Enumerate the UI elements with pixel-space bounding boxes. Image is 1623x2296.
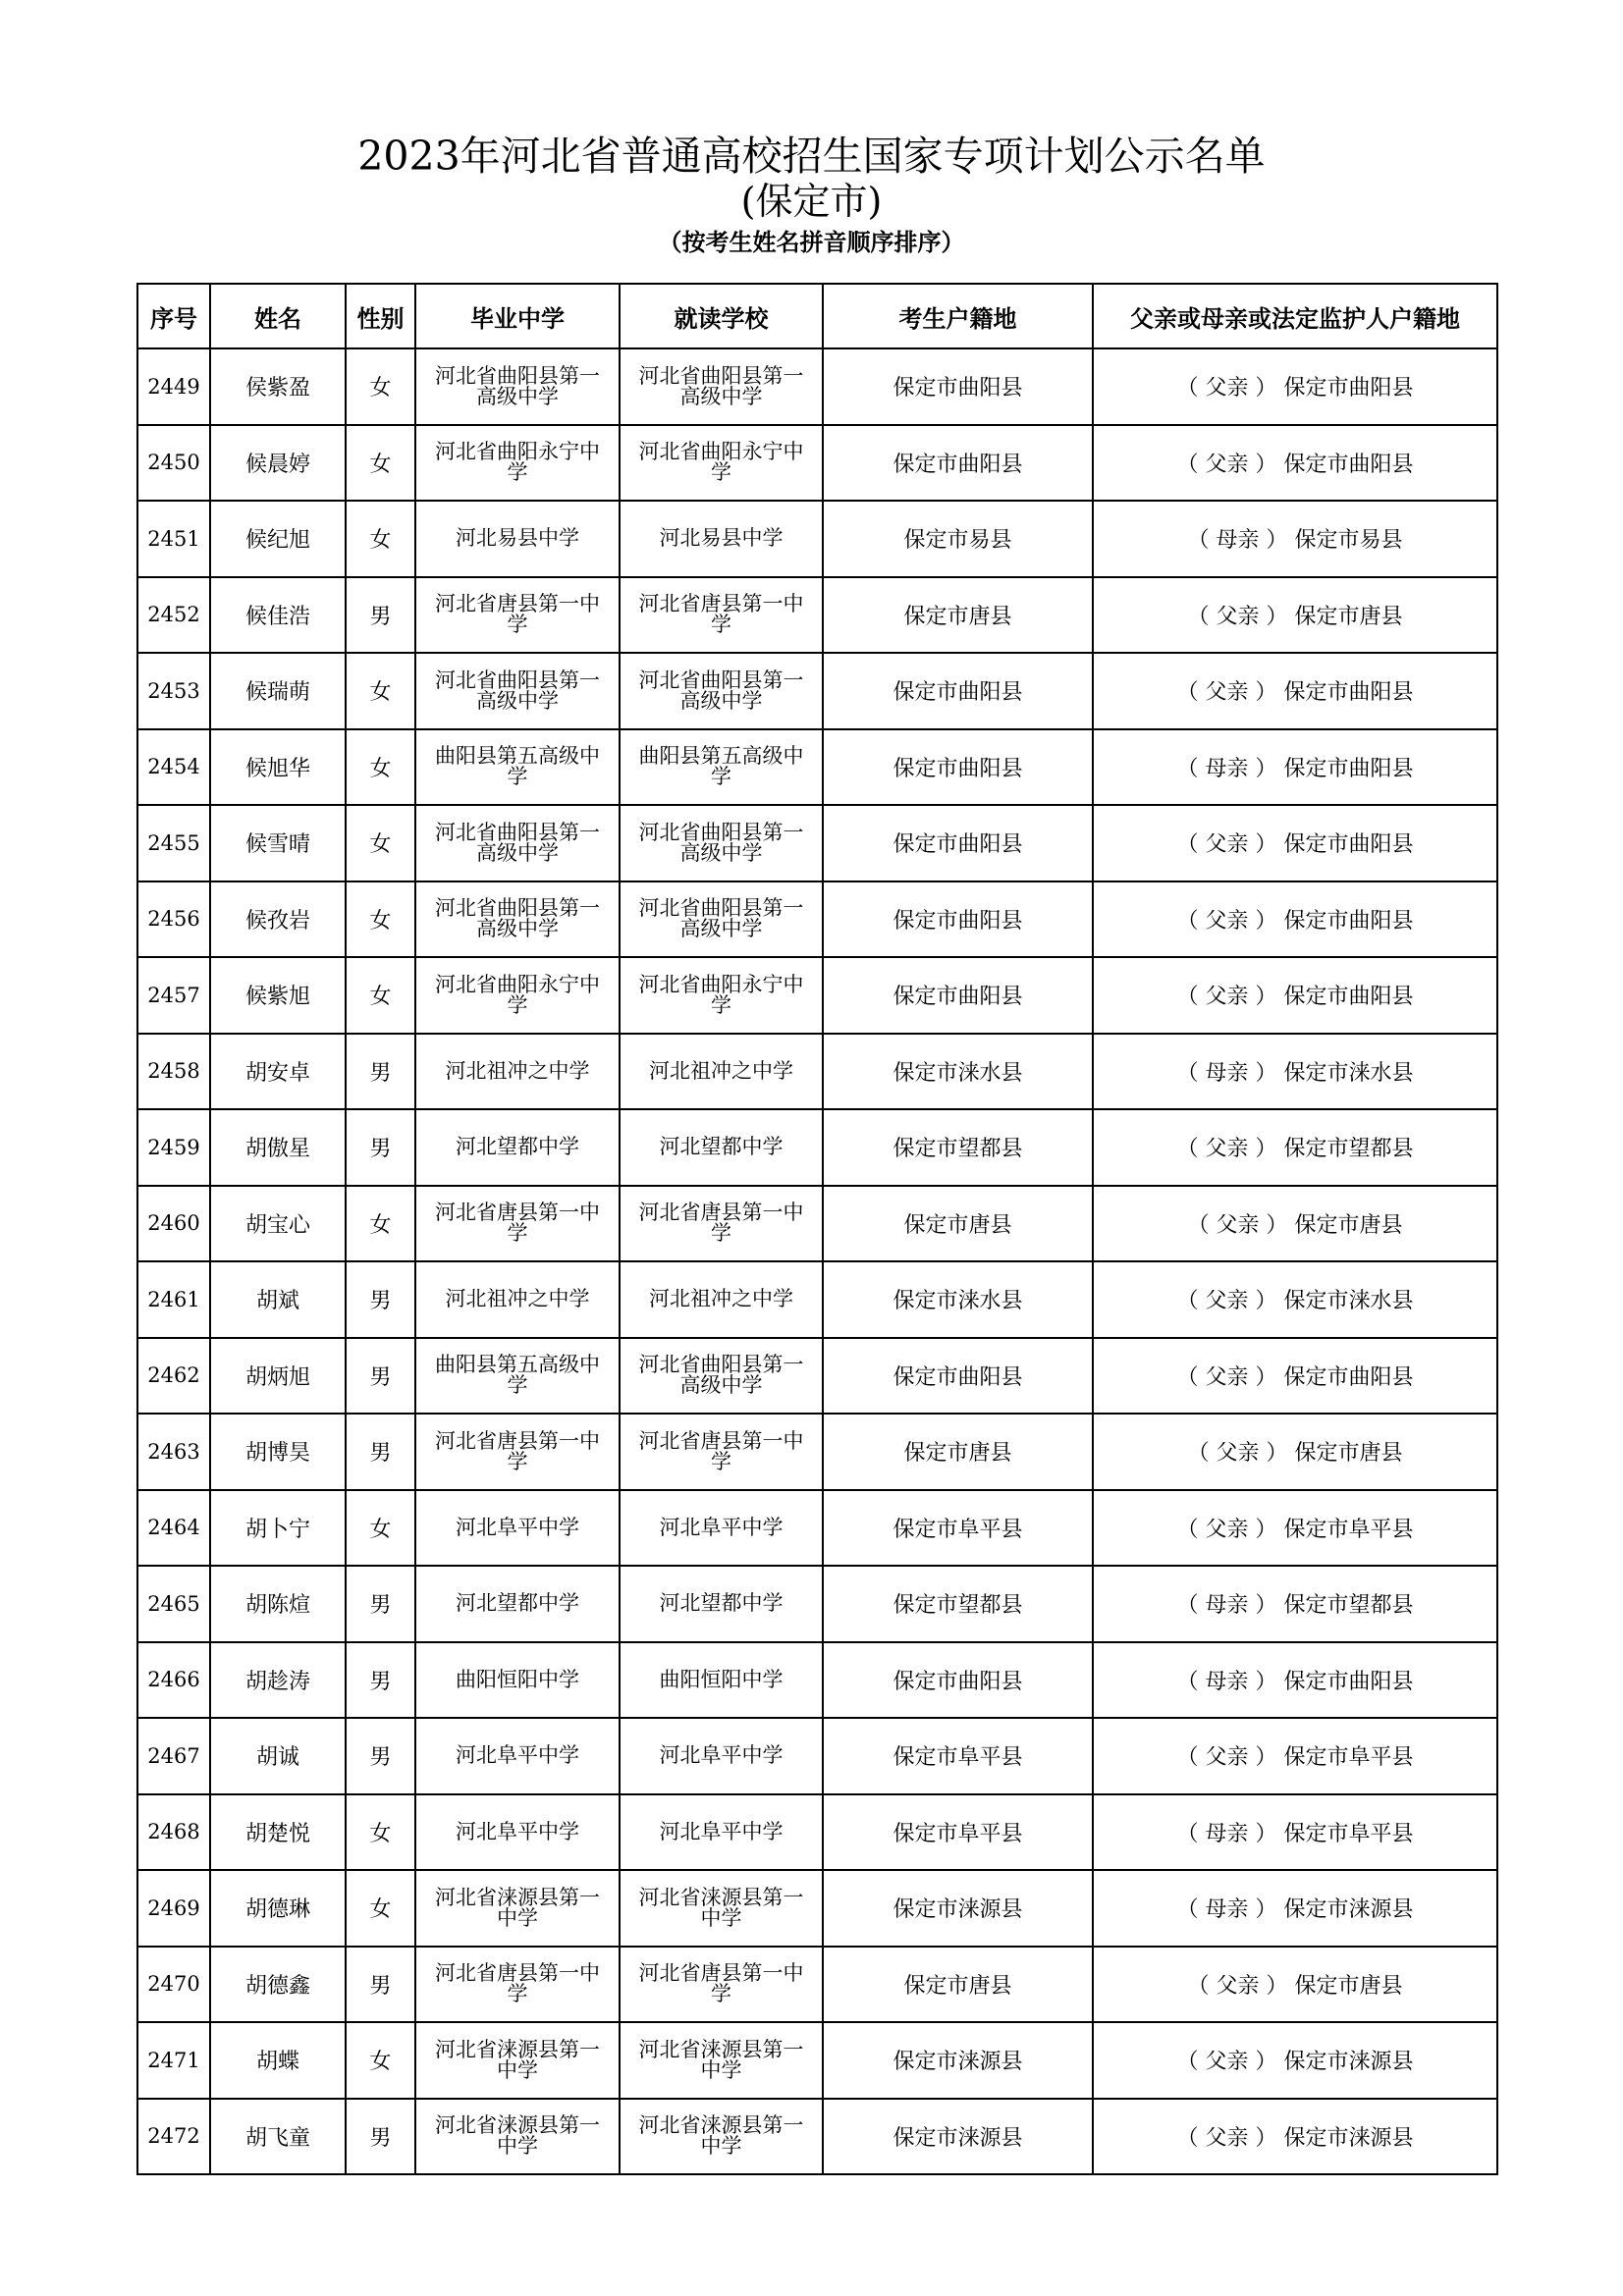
cell-student-registration: 保定市曲阳县 <box>823 1338 1093 1415</box>
cell-sex: 男 <box>346 1414 415 1490</box>
table-row <box>137 348 1497 425</box>
table-row <box>137 1109 1497 1186</box>
sort-note: （按考生姓名拼音顺序排序） <box>658 229 965 256</box>
cell-name: 候旭华 <box>210 729 346 806</box>
header-name: 姓名 <box>210 284 346 348</box>
cell-sex: 女 <box>346 805 415 881</box>
cell-student-registration: 保定市阜平县 <box>823 1794 1093 1871</box>
cell-current-school: 河北省唐县第一中学 <box>620 577 823 654</box>
cell-number: 2452 <box>137 577 210 654</box>
cell-graduated-school: 河北省曲阳县第一高级中学 <box>415 653 620 729</box>
cell-graduated-school: 河北省涞源县第一中学 <box>415 1870 620 1947</box>
cell-name: 胡博昊 <box>210 1414 346 1490</box>
table-row <box>137 729 1497 806</box>
cell-name: 候孜岩 <box>210 881 346 958</box>
cell-guardian-registration: （ 父亲 ） 保定市曲阳县 <box>1093 1338 1497 1415</box>
cell-student-registration: 保定市涞源县 <box>823 2099 1093 2175</box>
cell-graduated-school: 河北省曲阳永宁中学 <box>415 425 620 502</box>
header-graduated-school: 毕业中学 <box>415 284 620 348</box>
cell-guardian-registration: （ 母亲 ） 保定市曲阳县 <box>1093 1642 1497 1719</box>
cell-name: 胡趁涛 <box>210 1642 346 1719</box>
cell-student-registration: 保定市唐县 <box>823 1186 1093 1262</box>
cell-sex: 男 <box>346 1109 415 1186</box>
cell-guardian-registration: （ 父亲 ） 保定市曲阳县 <box>1093 425 1497 502</box>
cell-guardian-registration: （ 父亲 ） 保定市涞源县 <box>1093 2022 1497 2099</box>
cell-number: 2455 <box>137 805 210 881</box>
header-sex: 性别 <box>346 284 415 348</box>
cell-number: 2453 <box>137 653 210 729</box>
cell-student-registration: 保定市曲阳县 <box>823 653 1093 729</box>
cell-name: 候紫旭 <box>210 957 346 1034</box>
cell-name: 侯紫盈 <box>210 348 346 425</box>
cell-current-school: 曲阳县第五高级中学 <box>620 729 823 806</box>
cell-sex: 男 <box>346 2099 415 2175</box>
cell-number: 2466 <box>137 1642 210 1719</box>
cell-sex: 女 <box>346 653 415 729</box>
cell-student-registration: 保定市唐县 <box>823 577 1093 654</box>
cell-number: 2464 <box>137 1490 210 1567</box>
table-row <box>137 1794 1497 1871</box>
cell-graduated-school: 河北省唐县第一中学 <box>415 577 620 654</box>
cell-number: 2454 <box>137 729 210 806</box>
cell-sex: 男 <box>346 1947 415 2023</box>
cell-number: 2472 <box>137 2099 210 2175</box>
table-row <box>137 805 1497 881</box>
cell-graduated-school: 曲阳县第五高级中学 <box>415 1338 620 1415</box>
cell-number: 2467 <box>137 1718 210 1794</box>
cell-sex: 女 <box>346 501 415 577</box>
cell-name: 胡宝心 <box>210 1186 346 1262</box>
cell-number: 2463 <box>137 1414 210 1490</box>
cell-graduated-school: 曲阳恒阳中学 <box>415 1642 620 1719</box>
cell-current-school: 河北祖冲之中学 <box>620 1261 823 1338</box>
cell-name: 胡陈煊 <box>210 1566 346 1642</box>
cell-number: 2470 <box>137 1947 210 2023</box>
cell-guardian-registration: （ 母亲 ） 保定市涞水县 <box>1093 1034 1497 1110</box>
cell-number: 2450 <box>137 425 210 502</box>
cell-name: 胡德琳 <box>210 1870 346 1947</box>
cell-name: 胡卜宁 <box>210 1490 346 1567</box>
cell-graduated-school: 河北祖冲之中学 <box>415 1034 620 1110</box>
cell-student-registration: 保定市望都县 <box>823 1109 1093 1186</box>
cell-guardian-registration: （ 父亲 ） 保定市曲阳县 <box>1093 881 1497 958</box>
cell-sex: 女 <box>346 1794 415 1871</box>
header-current-school: 就读学校 <box>620 284 823 348</box>
cell-student-registration: 保定市阜平县 <box>823 1718 1093 1794</box>
cell-student-registration: 保定市唐县 <box>823 1414 1093 1490</box>
cell-number: 2460 <box>137 1186 210 1262</box>
cell-number: 2457 <box>137 957 210 1034</box>
cell-sex: 女 <box>346 348 415 425</box>
cell-name: 胡蝶 <box>210 2022 346 2099</box>
cell-current-school: 河北省曲阳县第一高级中学 <box>620 805 823 881</box>
cell-guardian-registration: （ 母亲 ） 保定市涞源县 <box>1093 1870 1497 1947</box>
table-row <box>137 501 1497 577</box>
cell-student-registration: 保定市曲阳县 <box>823 881 1093 958</box>
cell-number: 2471 <box>137 2022 210 2099</box>
cell-name: 胡斌 <box>210 1261 346 1338</box>
table-row <box>137 1718 1497 1794</box>
cell-student-registration: 保定市曲阳县 <box>823 957 1093 1034</box>
table-row <box>137 1947 1497 2023</box>
cell-current-school: 河北望都中学 <box>620 1566 823 1642</box>
cell-graduated-school: 河北省涞源县第一中学 <box>415 2022 620 2099</box>
cell-graduated-school: 曲阳县第五高级中学 <box>415 729 620 806</box>
cell-current-school: 河北省唐县第一中学 <box>620 1414 823 1490</box>
cell-number: 2456 <box>137 881 210 958</box>
cell-graduated-school: 河北阜平中学 <box>415 1718 620 1794</box>
cell-name: 候佳浩 <box>210 577 346 654</box>
cell-sex: 男 <box>346 1338 415 1415</box>
cell-guardian-registration: （ 父亲 ） 保定市望都县 <box>1093 1109 1497 1186</box>
cell-student-registration: 保定市阜平县 <box>823 1490 1093 1567</box>
cell-current-school: 河北省曲阳永宁中学 <box>620 957 823 1034</box>
table-header-row <box>137 284 1497 348</box>
cell-graduated-school: 河北省曲阳永宁中学 <box>415 957 620 1034</box>
cell-number: 2469 <box>137 1870 210 1947</box>
cell-student-registration: 保定市涞源县 <box>823 2022 1093 2099</box>
table-row <box>137 957 1497 1034</box>
cell-number: 2449 <box>137 348 210 425</box>
cell-guardian-registration: （ 父亲 ） 保定市唐县 <box>1093 577 1497 654</box>
cell-guardian-registration: （ 母亲 ） 保定市易县 <box>1093 501 1497 577</box>
cell-number: 2451 <box>137 501 210 577</box>
cell-number: 2461 <box>137 1261 210 1338</box>
header-student-registration: 考生户籍地 <box>823 284 1093 348</box>
cell-current-school: 河北阜平中学 <box>620 1794 823 1871</box>
cell-sex: 女 <box>346 425 415 502</box>
cell-current-school: 河北阜平中学 <box>620 1718 823 1794</box>
table-row <box>137 1034 1497 1110</box>
roster-table <box>136 283 1498 2175</box>
cell-guardian-registration: （ 父亲 ） 保定市曲阳县 <box>1093 957 1497 1034</box>
cell-graduated-school: 河北省曲阳县第一高级中学 <box>415 881 620 958</box>
cell-sex: 男 <box>346 1566 415 1642</box>
cell-student-registration: 保定市涞水县 <box>823 1261 1093 1338</box>
cell-current-school: 曲阳恒阳中学 <box>620 1642 823 1719</box>
cell-student-registration: 保定市曲阳县 <box>823 805 1093 881</box>
cell-graduated-school: 河北省唐县第一中学 <box>415 1414 620 1490</box>
cell-number: 2459 <box>137 1109 210 1186</box>
table-row <box>137 1186 1497 1262</box>
cell-guardian-registration: （ 父亲 ） 保定市唐县 <box>1093 1186 1497 1262</box>
cell-current-school: 河北省唐县第一中学 <box>620 1947 823 2023</box>
cell-graduated-school: 河北祖冲之中学 <box>415 1261 620 1338</box>
cell-name: 胡安卓 <box>210 1034 346 1110</box>
cell-guardian-registration: （ 父亲 ） 保定市涞源县 <box>1093 2099 1497 2175</box>
header-guardian-registration: 父亲或母亲或法定监护人户籍地 <box>1093 284 1497 348</box>
cell-current-school: 河北省涞源县第一中学 <box>620 1870 823 1947</box>
cell-student-registration: 保定市涞水县 <box>823 1034 1093 1110</box>
cell-graduated-school: 河北省唐县第一中学 <box>415 1947 620 2023</box>
cell-current-school: 河北祖冲之中学 <box>620 1034 823 1110</box>
cell-graduated-school: 河北省唐县第一中学 <box>415 1186 620 1262</box>
cell-student-registration: 保定市涞源县 <box>823 1870 1093 1947</box>
cell-student-registration: 保定市曲阳县 <box>823 348 1093 425</box>
cell-current-school: 河北阜平中学 <box>620 1490 823 1567</box>
cell-sex: 女 <box>346 729 415 806</box>
cell-number: 2468 <box>137 1794 210 1871</box>
cell-sex: 女 <box>346 881 415 958</box>
cell-graduated-school: 河北望都中学 <box>415 1109 620 1186</box>
cell-student-registration: 保定市唐县 <box>823 1947 1093 2023</box>
cell-graduated-school: 河北望都中学 <box>415 1566 620 1642</box>
cell-current-school: 河北省曲阳县第一高级中学 <box>620 1338 823 1415</box>
cell-number: 2465 <box>137 1566 210 1642</box>
table-row <box>137 1642 1497 1719</box>
cell-name: 胡诚 <box>210 1718 346 1794</box>
cell-name: 胡飞童 <box>210 2099 346 2175</box>
cell-guardian-registration: （ 父亲 ） 保定市曲阳县 <box>1093 348 1497 425</box>
table-row <box>137 1870 1497 1947</box>
cell-name: 胡德鑫 <box>210 1947 346 2023</box>
cell-student-registration: 保定市易县 <box>823 501 1093 577</box>
cell-graduated-school: 河北省曲阳县第一高级中学 <box>415 348 620 425</box>
cell-current-school: 河北省唐县第一中学 <box>620 1186 823 1262</box>
cell-student-registration: 保定市曲阳县 <box>823 1642 1093 1719</box>
cell-guardian-registration: （ 父亲 ） 保定市唐县 <box>1093 1947 1497 2023</box>
cell-current-school: 河北省涞源县第一中学 <box>620 2099 823 2175</box>
cell-sex: 男 <box>346 577 415 654</box>
table-row <box>137 1490 1497 1567</box>
cell-sex: 女 <box>346 1490 415 1567</box>
table-row <box>137 653 1497 729</box>
table-row <box>137 1261 1497 1338</box>
cell-guardian-registration: （ 父亲 ） 保定市曲阳县 <box>1093 653 1497 729</box>
cell-sex: 女 <box>346 957 415 1034</box>
header-number: 序号 <box>137 284 210 348</box>
table-row <box>137 1338 1497 1415</box>
cell-name: 候晨婷 <box>210 425 346 502</box>
cell-guardian-registration: （ 父亲 ） 保定市阜平县 <box>1093 1490 1497 1567</box>
cell-guardian-registration: （ 父亲 ） 保定市唐县 <box>1093 1414 1497 1490</box>
cell-guardian-registration: （ 父亲 ） 保定市曲阳县 <box>1093 805 1497 881</box>
cell-current-school: 河北易县中学 <box>620 501 823 577</box>
cell-sex: 女 <box>346 2022 415 2099</box>
cell-sex: 男 <box>346 1642 415 1719</box>
cell-student-registration: 保定市望都县 <box>823 1566 1093 1642</box>
table-row <box>137 1414 1497 1490</box>
cell-sex: 女 <box>346 1186 415 1262</box>
cell-sex: 男 <box>346 1718 415 1794</box>
cell-number: 2462 <box>137 1338 210 1415</box>
cell-graduated-school: 河北易县中学 <box>415 501 620 577</box>
table-row <box>137 881 1497 958</box>
cell-guardian-registration: （ 母亲 ） 保定市望都县 <box>1093 1566 1497 1642</box>
cell-current-school: 河北省曲阳县第一高级中学 <box>620 348 823 425</box>
cell-name: 胡楚悦 <box>210 1794 346 1871</box>
cell-sex: 男 <box>346 1261 415 1338</box>
cell-current-school: 河北省涞源县第一中学 <box>620 2022 823 2099</box>
cell-name: 候瑞萌 <box>210 653 346 729</box>
cell-graduated-school: 河北阜平中学 <box>415 1794 620 1871</box>
cell-graduated-school: 河北省曲阳县第一高级中学 <box>415 805 620 881</box>
cell-name: 胡炳旭 <box>210 1338 346 1415</box>
cell-name: 胡傲星 <box>210 1109 346 1186</box>
cell-guardian-registration: （ 母亲 ） 保定市曲阳县 <box>1093 729 1497 806</box>
cell-guardian-registration: （ 母亲 ） 保定市阜平县 <box>1093 1794 1497 1871</box>
cell-guardian-registration: （ 父亲 ） 保定市阜平县 <box>1093 1718 1497 1794</box>
page-title: 2023年河北省普通高校招生国家专项计划公示名单 <box>357 133 1266 180</box>
cell-name: 候雪晴 <box>210 805 346 881</box>
cell-sex: 女 <box>346 1870 415 1947</box>
page-subtitle: (保定市) <box>740 180 883 223</box>
cell-number: 2458 <box>137 1034 210 1110</box>
cell-student-registration: 保定市曲阳县 <box>823 729 1093 806</box>
table-row <box>137 1566 1497 1642</box>
cell-current-school: 河北望都中学 <box>620 1109 823 1186</box>
cell-current-school: 河北省曲阳永宁中学 <box>620 425 823 502</box>
cell-student-registration: 保定市曲阳县 <box>823 425 1093 502</box>
cell-current-school: 河北省曲阳县第一高级中学 <box>620 881 823 958</box>
cell-guardian-registration: （ 父亲 ） 保定市涞水县 <box>1093 1261 1497 1338</box>
table-row <box>137 2099 1497 2175</box>
cell-graduated-school: 河北省涞源县第一中学 <box>415 2099 620 2175</box>
table-row <box>137 425 1497 502</box>
cell-current-school: 河北省曲阳县第一高级中学 <box>620 653 823 729</box>
cell-name: 候纪旭 <box>210 501 346 577</box>
cell-sex: 男 <box>346 1034 415 1110</box>
cell-graduated-school: 河北阜平中学 <box>415 1490 620 1567</box>
table-row <box>137 577 1497 654</box>
table-row <box>137 2022 1497 2099</box>
